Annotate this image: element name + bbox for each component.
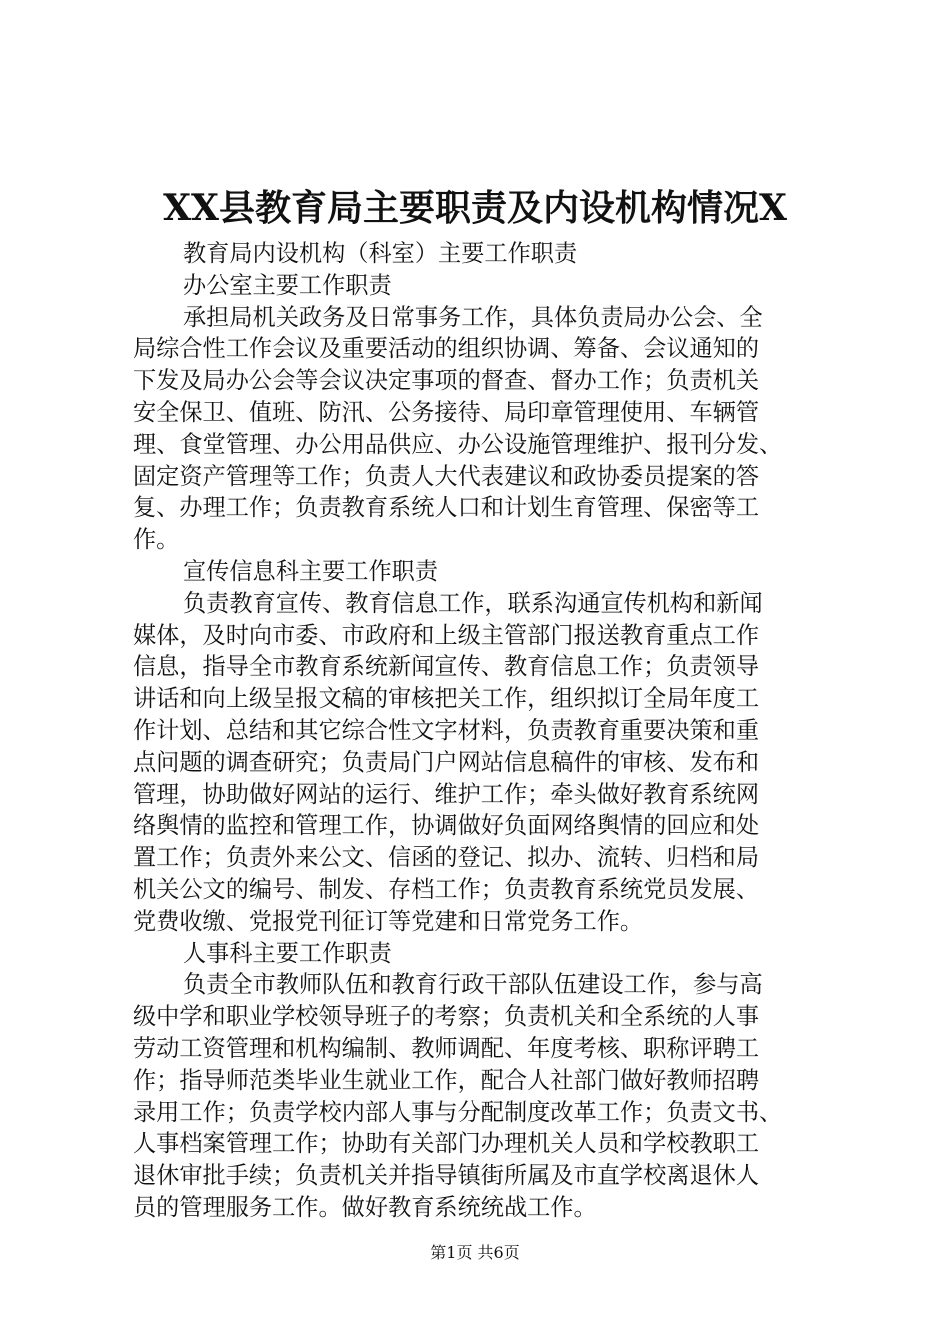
body-line: 置工作；负责外来公文、信函的登记、拟办、流转、归档和局 (133, 844, 760, 872)
body-line: 承担局机关政务及日常事务工作，具体负责局办公会、全 (183, 303, 763, 331)
body-line: 局综合性工作会议及重要活动的组织协调、筹备、会议通知的 (133, 335, 760, 363)
page-footer: 第1页 共6页 (430, 1243, 520, 1262)
body-line: 教育局内设机构（科室）主要工作职责 (183, 240, 578, 267)
body-line: 负责教育宣传、教育信息工作，联系沟通宣传机构和新闻 (183, 589, 763, 617)
body-line: 作计划、总结和其它综合性文字材料，负责教育重要决策和重 (133, 716, 760, 744)
body-line: 党费收缴、党报党刊征订等党建和日常党务工作。 (133, 907, 644, 935)
body-line: 媒体，及时向市委、市政府和上级主管部门报送教育重点工作 (133, 621, 760, 649)
body-line: 退休审批手续；负责机关并指导镇街所属及市直学校离退休人 (133, 1162, 760, 1190)
body-line: 作。 (133, 526, 180, 554)
body-line: 级中学和职业学校领导班子的考察；负责机关和全系统的人事 (133, 1003, 760, 1031)
body-line: 办公室主要工作职责 (183, 271, 392, 299)
body-line: 负责全市教师队伍和教育行政干部队伍建设工作，参与高 (183, 971, 763, 999)
body-line: 员的管理服务工作。做好教育系统统战工作。 (133, 1193, 597, 1221)
body-line: 下发及局办公会等会议决定事项的督查、督办工作；负责机关 (133, 367, 760, 395)
body-line: 点问题的调查研究；负责局门户网站信息稿件的审核、发布和 (133, 748, 760, 776)
body-line: 录用工作；负责学校内部人事与分配制度改革工作；负责文书、 (133, 1098, 783, 1126)
body-line: 机关公文的编号、制发、存档工作；负责教育系统党员发展、 (133, 875, 760, 903)
body-line: 人事档案管理工作；协助有关部门办理机关人员和学校教职工 (133, 1130, 760, 1158)
body-line: 络舆情的监控和管理工作，协调做好负面网络舆情的回应和处 (133, 812, 760, 840)
body-line: 人事科主要工作职责 (183, 939, 392, 967)
body-line: 安全保卫、值班、防汛、公务接待、局印章管理使用、车辆管 (133, 398, 760, 426)
document-body (133, 238, 849, 1224)
body-line: 劳动工资管理和机构编制、教师调配、年度考核、职称评聘工 (133, 1034, 760, 1062)
body-line: 固定资产管理等工作；负责人大代表建议和政协委员提案的答 (133, 462, 760, 490)
body-line: 宣传信息科主要工作职责 (183, 557, 439, 585)
body-line: 信息，指导全市教育系统新闻宣传、教育信息工作；负责领导 (133, 653, 760, 681)
body-line: 作；指导师范类毕业生就业工作，配合人社部门做好教师招聘 (133, 1066, 760, 1094)
body-line: 讲话和向上级呈报文稿的审核把关工作，组织拟订全局年度工 (133, 685, 760, 713)
body-line: 复、办理工作；负责教育系统人口和计划生育管理、保密等工 (133, 494, 760, 522)
body-line: 理、食堂管理、办公用品供应、办公设施管理维护、报刊分发、 (133, 430, 783, 458)
document-title: XX县教育局主要职责及内设机构情况X (163, 187, 787, 229)
body-line: 管理，协助做好网站的运行、维护工作；牵头做好教育系统网 (133, 780, 760, 808)
